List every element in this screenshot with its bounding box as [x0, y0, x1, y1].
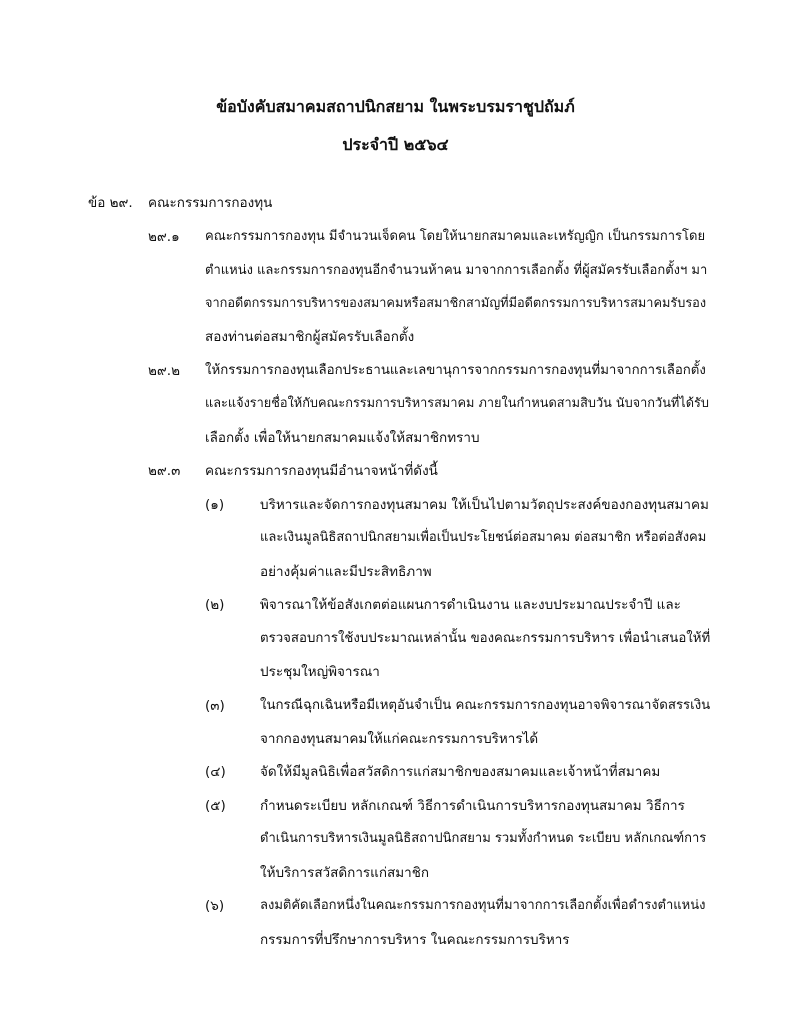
clause-text-line: สองท่านต่อสมาชิกผู้สมัครรับเลือกตั้ง	[205, 329, 415, 345]
clause-text-line: เลือกตั้ง เพื่อให้นายกสมาคมแจ้งให้สมาชิกทราบ	[205, 430, 480, 446]
sub-item-text-line: บริหารและจัดการกองทุนสมาคม ให้เป็นไปตามวัตถุประสงค์ของกองทุนสมาคม	[260, 497, 709, 513]
sub-item-text-line: ประชุมใหญ่พิจารณา	[260, 664, 380, 680]
clause-text-line: จากอดีตกรรมการบริหารของสมาคมหรือสมาชิกสามัญที่มีอดีตกรรมการบริหารสมาคมรับรอง	[205, 296, 707, 311]
sub-item-text-line: ดำเนินการบริหารเงินมูลนิธิสถาปนิกสยาม รวมทั้งกำหนด ระเบียบ หลักเกณฑ์การ	[260, 831, 707, 846]
sub-item-number: (๕)	[205, 798, 226, 814]
sub-item-text-line: กำหนดระเบียบ หลักเกณฑ์ วิธีการดำเนินการบริหารกองทุนสมาคม วิธีการ	[260, 798, 685, 814]
sub-item-number: (๖)	[205, 898, 225, 914]
clause-text-line: และแจ้งรายชื่อให้กับคณะกรรมการบริหารสมาคม ภายในกำหนดสามสิบวัน นับจากวันที่ได้รับ	[205, 396, 709, 411]
sub-item-text-line: ลงมติคัดเลือกหนึ่งในคณะกรรมการกองทุนที่มาจากการเลือกตั้งเพื่อดำรงตำแหน่ง	[260, 898, 706, 913]
sub-item-text-line: พิจารณาให้ข้อสังเกตต่อแผนการดำเนินงาน และงบประมาณประจำปี และ	[260, 597, 681, 613]
article-heading: คณะกรรมการกองทุน	[148, 195, 273, 211]
article-number: ข้อ ๒๙.	[88, 195, 133, 211]
sub-item-text-line: จัดให้มีมูลนิธิเพื่อสวัสดิการแก่สมาชิกของสมาคมและเจ้าหน้าที่สมาคม	[260, 764, 661, 780]
sub-item-text-line: ในกรณีฉุกเฉินหรือมีเหตุอันจำเป็น คณะกรรมการกองทุนอาจพิจารณาจัดสรรเงิน	[260, 698, 711, 713]
clause-number: ๒๙.๓	[148, 463, 181, 479]
sub-item-text-line: จากกองทุนสมาคมให้แก่คณะกรรมการบริหารได้	[260, 731, 539, 747]
clause-number: ๒๙.๑	[148, 229, 180, 245]
sub-item-number: (๔)	[205, 764, 226, 780]
clause-text-line: ให้กรรมการกองทุนเลือกประธานและเลขานุการจากกรรมการกองทุนที่มาจากการเลือกตั้ง	[205, 363, 706, 378]
clause-text-line: ตำแหน่ง และกรรมการกองทุนอีกจำนวนห้าคน มาจากการเลือกตั้ง ที่ผู้สมัครรับเลือกตั้งฯ มา	[205, 263, 708, 278]
sub-item-number: (๒)	[205, 597, 225, 613]
sub-item-text-line: ให้บริการสวัสดิการแก่สมาชิก	[260, 865, 430, 881]
sub-item-text-line: กรรมการที่ปรึกษาการบริหาร ในคณะกรรมการบริหาร	[260, 932, 570, 948]
clause-text-line: คณะกรรมการกองทุนมีอำนาจหน้าที่ดังนี้	[205, 463, 438, 479]
sub-item-text-line: และเงินมูลนิธิสถาปนิกสยามเพื่อเป็นประโยชน์ต่อสมาคม ต่อสมาชิก หรือต่อสังคม	[260, 530, 707, 545]
sub-item-number: (๓)	[205, 698, 225, 714]
document-subtitle-year: ประจำปี ๒๕๖๔	[342, 135, 449, 154]
sub-item-number: (๑)	[205, 497, 225, 513]
sub-item-text-line: ตรวจสอบการใช้งบประมาณเหล่านั้น ของคณะกรรมการบริหาร เพื่อนำเสนอให้ที่	[260, 631, 711, 646]
clause-number: ๒๙.๒	[148, 363, 180, 379]
sub-item-text-line: อย่างคุ้มค่าและมีประสิทธิภาพ	[260, 564, 432, 580]
document-title: ข้อบังคับสมาคมสถาปนิกสยาม ในพระบรมราชูปถัมภ์	[216, 97, 575, 116]
clause-text-line: คณะกรรมการกองทุน มีจำนวนเจ็ดคน โดยให้นายกสมาคมและเหรัญญิก เป็นกรรมการโดย	[205, 229, 706, 244]
